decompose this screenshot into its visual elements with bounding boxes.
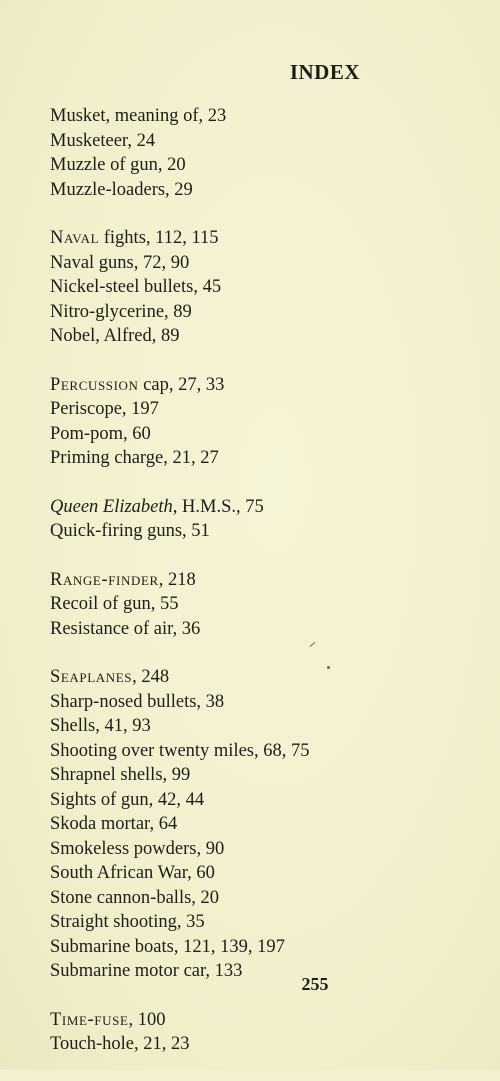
index-entry — [50, 910, 480, 935]
entry-text: Musketeer, 24 — [50, 130, 156, 151]
index-entry — [50, 617, 480, 642]
index-group — [50, 1008, 480, 1057]
entry-text: Shells, 41, 93 — [50, 716, 151, 736]
entry-text: Periscope, 197 — [50, 399, 159, 419]
pencil-dot-mark — [327, 666, 330, 669]
index-entry — [50, 763, 480, 788]
entry-lead-italic: Queen Elizabeth, — [50, 496, 178, 517]
index-entry — [50, 226, 480, 251]
entry-lead-smallcaps: Range-finder — [50, 569, 159, 590]
index-entry — [50, 592, 480, 617]
index-entry — [50, 251, 480, 276]
entry-text: South African War, 60 — [50, 863, 215, 883]
entry-text: Musket, meaning of, 23 — [50, 106, 227, 126]
index-entry — [50, 837, 480, 862]
entry-text: Nitro-glycerine, 89 — [50, 301, 192, 322]
entry-text: Resistance of air, 36 — [50, 618, 201, 639]
entry-text: Quick-firing guns, 51 — [50, 521, 210, 541]
entry-text: Sights of gun, 42, 44 — [50, 789, 205, 810]
index-entry — [50, 153, 480, 178]
entry-text: Submarine boats, 121, 139, 197 — [50, 936, 285, 957]
entry-text: Recoil of gun, 55 — [50, 594, 179, 614]
entry-text: Submarine motor car, 133 — [50, 961, 243, 981]
index-entry — [50, 129, 480, 154]
index-group — [50, 104, 480, 202]
index-entry — [50, 739, 480, 764]
entry-lead-smallcaps: Seaplanes — [50, 667, 133, 687]
entry-text: Sharp-nosed bullets, 38 — [50, 691, 225, 712]
index-entry — [50, 886, 480, 911]
entry-text: , 100 — [128, 1009, 166, 1030]
entry-text: Nobel, Alfred, 89 — [50, 326, 180, 346]
index-entry — [50, 1032, 480, 1057]
entry-text: Shooting over twenty miles, 68, 75 — [50, 740, 310, 761]
entry-text: Priming charge, 21, 27 — [50, 448, 219, 468]
index-group — [50, 568, 480, 642]
entry-text: Stone cannon-balls, 20 — [50, 887, 220, 908]
entry-text: Touch-hole, 21, 23 — [50, 1034, 190, 1054]
entry-lead-smallcaps: Percussion — [50, 374, 139, 395]
entry-text: Pom-pom, 60 — [50, 423, 151, 444]
entry-text: Shrapnel shells, 99 — [50, 765, 191, 785]
index-entry — [50, 714, 480, 739]
index-entry — [50, 104, 480, 129]
index-entry — [50, 519, 480, 544]
index-group — [50, 495, 480, 544]
entry-text: Nickel-steel bullets, 45 — [50, 277, 222, 297]
entry-text: Smokeless powders, 90 — [50, 838, 225, 859]
entry-lead-smallcaps: Naval — [50, 228, 100, 248]
index-entry — [50, 275, 480, 300]
index-entry — [50, 373, 480, 398]
index-group — [50, 373, 480, 471]
entry-text: Straight shooting, 35 — [50, 912, 205, 932]
entry-text: Muzzle-loaders, 29 — [50, 179, 193, 200]
entry-text: Skoda mortar, 64 — [50, 814, 178, 834]
entry-text: fights, 112, 115 — [99, 228, 219, 248]
index-entry — [50, 690, 480, 715]
index-entry — [50, 935, 480, 960]
index-entry — [50, 300, 480, 325]
entry-text: Muzzle of gun, 20 — [50, 155, 186, 175]
index-entry — [50, 422, 480, 447]
index-entry — [50, 446, 480, 471]
index-group — [50, 665, 480, 984]
index-entry — [50, 812, 480, 837]
entry-text: Naval guns, 72, 90 — [50, 252, 190, 273]
entry-text: , 248 — [132, 667, 170, 687]
index-entry — [50, 178, 480, 203]
index-entry — [50, 324, 480, 349]
index-group — [50, 226, 480, 349]
index-list — [50, 104, 480, 1081]
entry-text: , 218 — [158, 569, 196, 590]
page-number: 255 — [301, 974, 329, 994]
index-entry — [50, 665, 480, 690]
entry-text: cap, 27, 33 — [138, 374, 225, 395]
page-heading: INDEX — [289, 60, 360, 84]
index-entry — [50, 861, 480, 886]
index-entry — [50, 495, 480, 520]
index-entry — [50, 1008, 480, 1033]
entry-text: H.M.S., 75 — [177, 496, 264, 517]
entry-lead-smallcaps: Time-fuse — [50, 1009, 129, 1030]
index-entry — [50, 397, 480, 422]
index-entry — [50, 568, 480, 593]
index-entry — [50, 788, 480, 813]
